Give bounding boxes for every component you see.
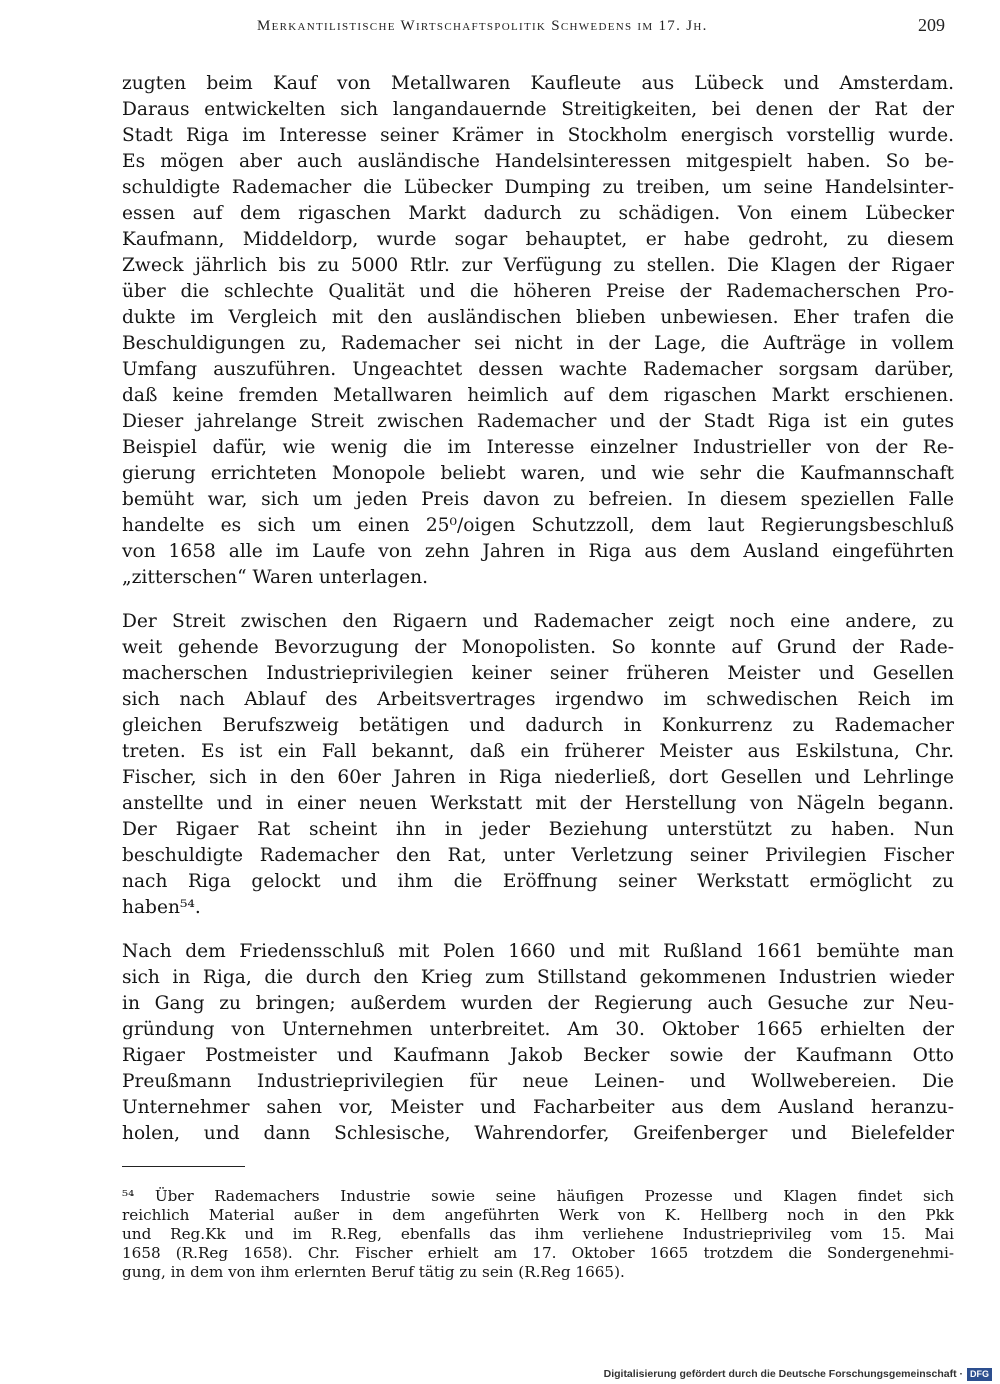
footnote-line: und Reg.Kk und im R.Reg, ebenfalls das ihm verliehene Industrieprivileg vom 15. Mai	[122, 1225, 954, 1243]
running-header: Merkantilistische Wirtschaftspolitik Schwedens im 17. Jh.	[257, 18, 708, 34]
text-line: über die schlechte Qualität und die höheren Preise der Rademacherschen Pro-	[122, 281, 954, 302]
paragraph-1	[122, 71, 954, 591]
footnote-line: 1658 (R.Reg 1658). Chr. Fischer erhielt am 17. Oktober 1665 trotzdem die Sondergenehmi-	[122, 1244, 954, 1262]
page-number: 209	[918, 15, 945, 35]
text-line: Der Streit zwischen den Rigaern und Rademacher zeigt noch eine andere, zu	[122, 611, 954, 632]
body-text	[122, 71, 954, 1147]
text-line: anstellte und in einer neuen Werkstatt mit der Herstellung von Nägeln begann.	[122, 793, 954, 814]
text-line: gründung von Unternehmen unterbreitet. Am 30. Oktober 1665 erhielten der	[122, 1019, 954, 1040]
text-line: Dieser jahrelange Streit zwischen Rademacher und der Stadt Riga ist ein gutes	[122, 411, 954, 432]
paragraph-2	[122, 609, 954, 921]
text-line: sich nach Ablauf des Arbeitsvertrages irgendwo im schwedischen Reich im	[122, 689, 954, 710]
footnote-line: gung, in dem von ihm erlernten Beruf tätig zu sein (R.Reg 1665).	[122, 1263, 625, 1281]
text-line: treten. Es ist ein Fall bekannt, daß ein früherer Meister aus Eskilstuna, Chr.	[122, 741, 954, 762]
text-line: Rigaer Postmeister und Kaufmann Jakob Becker sowie der Kaufmann Otto	[122, 1045, 954, 1066]
text-line: daß keine fremden Metallwaren heimlich auf dem rigaschen Markt erschienen.	[122, 385, 954, 406]
text-line: gierung errichteten Monopole beliebt waren, und wie sehr die Kaufmannschaft	[122, 463, 954, 484]
text-line: essen auf dem rigaschen Markt dadurch zu schädigen. Von einem Lübecker	[122, 203, 954, 224]
footnote-54	[122, 1187, 954, 1282]
text-line: nach Riga gelockt und ihm die Eröffnung seiner Werkstatt ermöglicht zu	[122, 871, 954, 892]
text-line: bemüht war, sich um jeden Preis davon zu befreien. In diesem speziellen Falle	[122, 489, 954, 510]
text-line: Zweck jährlich bis zu 5000 Rtlr. zur Verfügung zu stellen. Die Klagen der Rigaer	[122, 255, 954, 276]
text-line: Nach dem Friedensschluß mit Polen 1660 und mit Rußland 1661 bemühte man	[122, 941, 954, 962]
text-line: beschuldigte Rademacher den Rat, unter Verletzung seiner Privilegien Fischer	[122, 845, 954, 866]
text-line: Kaufmann, Middeldorp, wurde sogar behauptet, er habe gedroht, zu diesem	[122, 229, 954, 250]
text-line: Fischer, sich in den 60er Jahren in Riga niederließ, dort Gesellen und Lehrlinge	[122, 767, 954, 788]
paragraph-3	[122, 939, 954, 1147]
text-line: Der Rigaer Rat scheint ihn in jeder Beziehung unterstützt zu haben. Nun	[122, 819, 954, 840]
text-line: „zitterschen“ Waren unterlagen.	[122, 567, 429, 588]
footnotes	[122, 1187, 954, 1282]
text-line: von 1658 alle im Laufe von zehn Jahren in Riga aus dem Ausland eingeführten	[122, 541, 954, 562]
text-line: sich in Riga, die durch den Krieg zum Stillstand gekommenen Industrien wieder	[122, 967, 954, 988]
text-line: weit gehende Bevorzugung der Monopolisten. So konnte auf Grund der Rade-	[122, 637, 954, 658]
text-line: Preußmann Industrieprivilegien für neue Leinen- und Wollwebereien. Die	[122, 1071, 954, 1092]
text-line: Beschuldigungen zu, Rademacher sei nicht in der Lage, die Aufträge in vollem	[122, 333, 954, 354]
text-line: macherschen Industrieprivilegien keiner seiner früheren Meister und Gesellen	[122, 663, 954, 684]
digitization-credit	[604, 1367, 992, 1381]
text-line: Es mögen aber auch ausländische Handelsinteressen mitgespielt haben. So be-	[122, 151, 954, 172]
text-line: Umfang auszuführen. Ungeachtet dessen wachte Rademacher sorgsam darüber,	[122, 359, 954, 380]
text-line: gleichen Berufszweig betätigen und dadurch in Konkurrenz zu Rademacher	[122, 715, 954, 736]
text-line: Daraus entwickelten sich langandauernde Streitigkeiten, bei denen der Rat der	[122, 99, 954, 120]
dfg-logo: DFG	[967, 1368, 992, 1381]
text-line: schuldigte Rademacher die Lübecker Dumping zu treiben, um seine Handelsinter-	[122, 177, 954, 198]
text-line: handelte es sich um einen 25⁰/oigen Schutzzoll, dem laut Regierungsbeschluß	[122, 515, 954, 536]
footnote-line: ⁵⁴ Über Rademachers Industrie sowie seine häufigen Prozesse und Klagen findet sich	[122, 1187, 954, 1205]
credit-text: Digitalisierung gefördert durch die Deutsche Forschungsgemeinschaft ·	[603, 1368, 963, 1380]
text-line: zugten beim Kauf von Metallwaren Kaufleute aus Lübeck und Amsterdam.	[122, 73, 954, 94]
text-line: Unternehmer sahen vor, Meister und Facharbeiter aus dem Ausland heranzu-	[122, 1097, 954, 1118]
footnote-divider	[122, 1166, 245, 1167]
text-line: Stadt Riga im Interesse seiner Krämer in Stockholm energisch vorstellig wurde.	[122, 125, 954, 146]
text-line: dukte im Vergleich mit den ausländischen blieben unbewiesen. Eher trafen die	[122, 307, 954, 328]
text-line: Beispiel dafür, wie wenig die im Interesse einzelner Industrieller von der Re-	[122, 437, 954, 458]
text-line: holen, und dann Schlesische, Wahrendorfer, Greifenberger und Bielefelder	[122, 1123, 954, 1144]
text-line: haben⁵⁴.	[122, 897, 201, 918]
footnote-line: reichlich Material außer in dem angeführten Werk von K. Hellberg noch in den Pkk	[122, 1206, 954, 1224]
text-line: in Gang zu bringen; außerdem wurden der Regierung auch Gesuche zur Neu-	[122, 993, 954, 1014]
